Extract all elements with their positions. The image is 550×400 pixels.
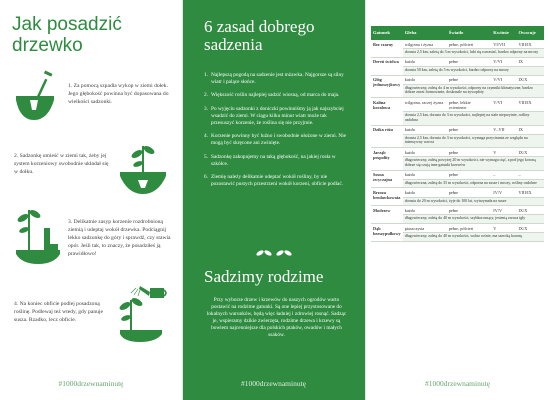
column-header: Kwitnie xyxy=(491,26,516,40)
step-3 xyxy=(14,204,174,266)
species-table xyxy=(371,26,544,242)
step-2-text: Sadzonkę umieść w ziemi tak, żeby jej system korzeniowy swobodnie układał się w dołku. xyxy=(14,153,109,175)
table-row: Dereń świdwa każda pełne V/VI IX xyxy=(371,57,544,66)
table-row-note: długowieczny, zaletą do 40 m wysokości, wolno rośnie, ma szeroką koronę xyxy=(371,233,544,242)
table-row-note: dorasta 2,5 km, dorasta do 3 m wysokości, wymaga przycinania ze względu na intensywny wzrost xyxy=(371,134,544,147)
table-row: Jarząb pospolity każda pełne V IX/X xyxy=(371,148,544,157)
step-3-text: Delikatnie zasyp korzenie rozdrobnioną ziemią i udeptaj wokół drzewka. Podciągnij lekko sadzonkę do góry i sprawdź, czy stawia opór. Jeśli tak, to znaczy, że posadziłeś ją prawidłowo! xyxy=(68,219,171,257)
right-panel xyxy=(365,0,550,400)
table-row: Modrzew każda pełne IV/V IX/X xyxy=(371,206,544,215)
hashtag: #1000drzewnaminutę xyxy=(241,379,306,388)
rule-item: 3. Po wyjęciu sadzonki z doniczki powinniśmy ją jak najszybciej wsadzić do ziemi. W ciągu kilku minut wiatr może tak przesuszyć korzenie, że roślina się nie przyjmie. xyxy=(204,105,344,126)
shovel-digging-icon xyxy=(14,70,62,122)
table-row-note: dorasta 50 km, zaletą do 5 m wysokości, bardzo odporny na mrozy xyxy=(371,66,544,75)
step-3-number: 3. xyxy=(68,219,73,225)
table-row-note: długowieczny, zaletą powyżej 20 m wysokości, nie wymaga cięć, a pod jego koroną dobrze się czują inne gatunki krzewów xyxy=(371,157,544,170)
rules-list xyxy=(204,72,350,194)
step-2 xyxy=(14,138,174,196)
column-header: Gatunek xyxy=(371,26,403,40)
table-row: Bez czarny wilgotna i żyzna pełne, półcień VI/VII VIII/IX xyxy=(371,40,544,49)
page-title: Jak posadzić drzewko xyxy=(12,14,122,56)
native-paragraph: Przy wyborze drzew i krzewów do naszych ogrodów warto postawić na rodzime gatunki. Są one lepiej przystosowane do lokalnych warunków, będą więc ładniej i zdrowiej rosnąć. Sadząc je, wspieramy dzikie zwierzęta, rodzime drzewa i krzewy są bowiem najcenniejsze dla polskich ptaków, owadów i małych ssaków. xyxy=(206,297,347,339)
table-header-row xyxy=(371,26,544,40)
rules-title: 6 zasad dobrego sadzenia xyxy=(204,17,315,54)
step-4-text: Na koniec obficie podlej posadzoną roślinę. Podlewaj też wtedy, gdy panuje susza. Rzadko, lecz obficie. xyxy=(14,301,103,323)
step-1 xyxy=(14,70,174,122)
table-row-note: dorasta 2,5 km, dorasta do 3 m wysokości, najlepiej na stale nieprzytnie, rośliny ozdobna xyxy=(371,112,544,125)
step-2-number: 2. xyxy=(14,153,19,159)
seedling-in-hole-icon xyxy=(118,138,168,196)
step-1-text: Za pomocą szpadla wykop w ziemi dołek. Jego głębokość powinna być dopasowana do wielkości sadzonki. xyxy=(68,83,169,105)
rule-item: 5. Sadzonkę zakopujemy na taką głębokość, na jakiej rosła w szkółce. xyxy=(204,153,336,167)
table-row-note: długowieczny, zaletą do 4 m wysokości, odporny na czynniki klimatyczne, bardzo dobrze znosi formowanie, doskonale na żywopłoty xyxy=(371,84,544,97)
rule-item: 4. Korzenie powinny być luźno i swobodnie ułożone w ziemi. Nie mogą być skręcone ani zwinięte. xyxy=(204,133,347,147)
step-1-number: 1. xyxy=(68,83,73,89)
table-row: Sosna zwyczajna każda pełne – – xyxy=(371,170,544,179)
rule-item: 6. Ziemię należy delikatnie udeptać wokół rośliny, by nie pozostawić pustych przestrzeni wokół korzeni, obficie podlać. xyxy=(204,173,344,187)
table-row: Dąb bezszypułkowy piaszczysta pełne, półcień V IX/X xyxy=(371,224,544,233)
left-panel xyxy=(0,0,182,400)
fold-line xyxy=(182,0,183,400)
table-row: Kalina koralowa wilgotna, raczej żyzna pełne, lekkie ocienienie V/VI VIII/IX xyxy=(371,98,544,112)
rule-item: 1. Najlepszą pogodą na sadzenie jest mżawka. Najgorsze są silny wiatr i palące słońce. xyxy=(204,72,344,86)
watering-can-icon xyxy=(116,284,168,342)
column-header: Gleba xyxy=(403,26,447,40)
step-4 xyxy=(14,284,174,342)
column-header: Światło xyxy=(447,26,492,40)
middle-panel xyxy=(182,0,365,400)
table-row: Dzika róża każda pełne V–VII IX xyxy=(371,125,544,134)
table-row: Głóg jednoszyjkowy każda pełne V/VI IX/X xyxy=(371,75,544,84)
table-row-note: długowieczna, zaletą do 35 m wysokości, odporna na susze i mrozy, rośliny ozdobne xyxy=(371,179,544,188)
hashtag: #1000drzewnaminutę xyxy=(425,379,490,388)
leaf-ornament-icon xyxy=(254,248,294,258)
rule-item: 2. Większość roślin najlepiej sadzić wiosną, od marca do maja. xyxy=(204,92,340,99)
native-title: Sadzimy rodzime xyxy=(204,267,324,286)
step-4-number: 4. xyxy=(14,301,19,307)
fold-line xyxy=(365,0,366,400)
tree-with-boot-icon xyxy=(14,204,62,266)
table-row-note: dorasta 2,5 km, zaletą do 3 m wysokości, lubi się rozrastać, bardzo odporny na mrozy xyxy=(371,49,544,58)
hashtag: #1000drzewnaminutę xyxy=(58,379,124,388)
table-row: Brzoza brodawkowata każda pełne IV/V VIII/IX xyxy=(371,188,544,197)
leaf-ornament xyxy=(182,245,365,263)
table-row-note: długowieczny, zaletą do 40 m wysokości, szybkorosnący, jesienią zrzuca igły xyxy=(371,215,544,224)
table-row-note: dorasta do 20 m wysokości, żyje do 100 lat, wytrzymała na susze xyxy=(371,197,544,206)
column-header: Owocuje xyxy=(516,26,544,40)
